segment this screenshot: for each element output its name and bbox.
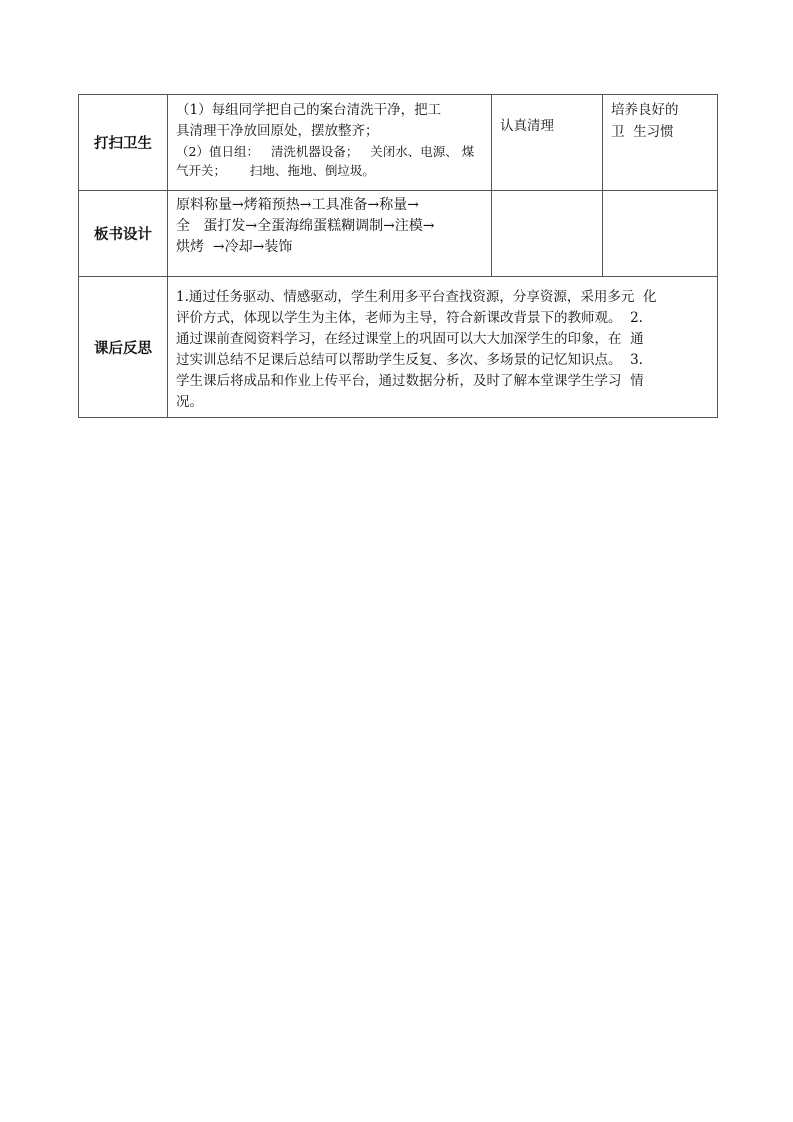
table-row-board-design <box>79 191 718 277</box>
cleaning-line-3: （2）值日组： 清洗机器设备； 关闭水、电源、 煤 <box>176 144 475 159</box>
board-line-2: 全 蛋打发→全蛋海绵蛋糕糊调制→注模→ <box>176 218 435 234</box>
cleaning-goal-line-1: 培养良好的 <box>611 102 679 118</box>
reflection-content-cell <box>168 277 718 418</box>
board-line-1: 原料称量→烤箱预热→工具准备→称量→ <box>176 197 419 213</box>
reflection-line-2: 评价方式，体现以学生为主体，老师为主导，符合新课改背景下的教师观。 2. <box>176 310 643 326</box>
cleaning-requirement-cell <box>492 95 603 191</box>
reflection-line-4: 过实训总结不足课后总结可以帮助学生反复、多次、多场景的记忆知识点。 3. <box>176 352 643 368</box>
reflection-line-5: 学生课后将成品和作业上传平台，通过数据分析，及时了解本堂课学生学习 情 <box>176 373 644 389</box>
board-empty-cell-2 <box>603 191 718 277</box>
cleaning-line-2: 具清理干净放回原处，摆放整齐； <box>176 123 379 139</box>
cleaning-goal-cell <box>603 95 718 191</box>
board-design-content-cell <box>168 191 492 277</box>
cleaning-content-cell <box>168 95 492 191</box>
board-line-3: 烘烤 →冷却→装饰 <box>176 239 293 255</box>
row-label-cleaning: 打扫卫生 <box>79 95 168 191</box>
row-label-reflection: 课后反思 <box>79 277 168 418</box>
reflection-line-3: 通过课前查阅资料学习，在经过课堂上的巩固可以大大加深学生的印象，在 通 <box>176 331 644 347</box>
cleaning-requirement-text: 认真清理 <box>500 118 554 134</box>
reflection-line-6: 况。 <box>176 394 203 410</box>
board-empty-cell-1 <box>492 191 603 277</box>
table-row-cleaning <box>79 95 718 191</box>
table-row-reflection <box>79 277 718 418</box>
cleaning-goal-line-2: 卫 生习惯 <box>611 124 674 140</box>
reflection-line-1: 1.通过任务驱动、情感驱动，学生利用多平台查找资源，分享资源，采用多元 化 <box>176 289 657 305</box>
lesson-plan-table <box>78 94 718 418</box>
row-label-board-design: 板书设计 <box>79 191 168 277</box>
cleaning-line-4: 气开关； 扫地、拖地、倒垃圾。 <box>176 163 375 178</box>
cleaning-line-1: （1）每组同学把自己的案台清洗干净，把工 <box>176 102 442 118</box>
